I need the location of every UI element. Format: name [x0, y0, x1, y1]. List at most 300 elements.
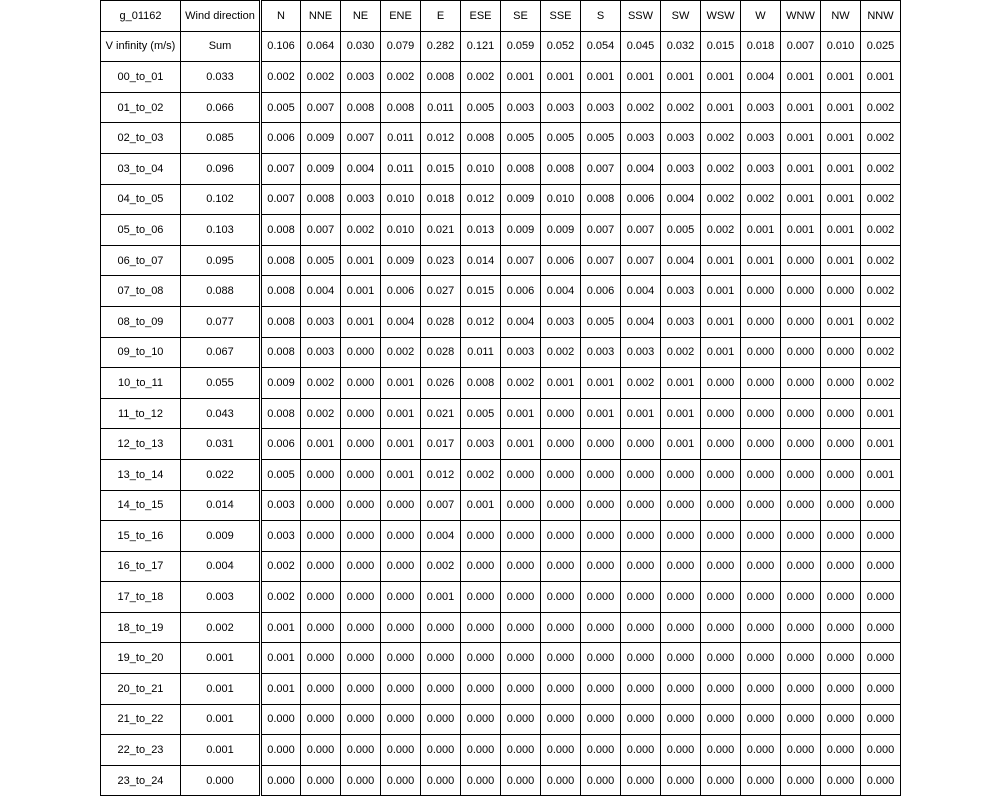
value-cell: 0.005	[461, 398, 501, 429]
value-cell: 0.000	[701, 674, 741, 705]
value-cell: 0.000	[741, 306, 781, 337]
value-cell: 0.003	[741, 123, 781, 154]
value-cell: 0.001	[861, 459, 901, 490]
value-cell: 0.000	[381, 521, 421, 552]
value-cell: 0.000	[741, 643, 781, 674]
value-cell: 0.002	[861, 92, 901, 123]
value-cell: 0.000	[381, 674, 421, 705]
row-label: 20_to_21	[101, 674, 181, 705]
value-cell: 0.000	[261, 765, 301, 796]
value-cell: 0.001	[501, 398, 541, 429]
value-cell: 0.005	[261, 459, 301, 490]
value-cell: 0.002	[861, 276, 901, 307]
value-cell: 0.004	[621, 306, 661, 337]
value-cell: 0.001	[701, 337, 741, 368]
value-cell: 0.000	[461, 612, 501, 643]
value-cell: 0.000	[741, 551, 781, 582]
row-sum: 0.009	[181, 521, 261, 552]
row-label: 14_to_15	[101, 490, 181, 521]
value-cell: 0.000	[701, 551, 741, 582]
row-label: 05_to_06	[101, 215, 181, 246]
value-cell: 0.008	[261, 215, 301, 246]
value-cell: 0.001	[861, 429, 901, 460]
value-cell: 0.021	[421, 215, 461, 246]
row-sum: 0.031	[181, 429, 261, 460]
value-cell: 0.000	[741, 490, 781, 521]
value-cell: 0.000	[701, 368, 741, 399]
value-cell: 0.008	[261, 337, 301, 368]
value-cell: 0.001	[341, 306, 381, 337]
value-cell: 0.013	[461, 215, 501, 246]
value-cell: 0.001	[861, 398, 901, 429]
value-cell: 0.000	[621, 551, 661, 582]
row-sum: 0.022	[181, 459, 261, 490]
value-cell: 0.000	[621, 582, 661, 613]
value-cell: 0.001	[741, 215, 781, 246]
value-cell: 0.000	[861, 704, 901, 735]
value-cell: 0.001	[581, 62, 621, 93]
value-cell: 0.002	[861, 306, 901, 337]
direction-header-cell: ESE	[461, 1, 501, 32]
value-cell: 0.010	[541, 184, 581, 215]
value-cell: 0.010	[461, 153, 501, 184]
value-cell: 0.007	[501, 245, 541, 276]
table-row	[101, 521, 901, 552]
value-cell: 0.008	[301, 184, 341, 215]
row-sum: 0.096	[181, 153, 261, 184]
direction-header-cell: S	[581, 1, 621, 32]
value-cell: 0.000	[501, 459, 541, 490]
value-cell: 0.001	[661, 429, 701, 460]
value-cell: 0.000	[341, 674, 381, 705]
value-cell: 0.002	[501, 368, 541, 399]
sum-row-sum-label: Sum	[181, 31, 261, 62]
value-cell: 0.000	[701, 490, 741, 521]
value-cell: 0.000	[501, 612, 541, 643]
value-cell: 0.000	[821, 521, 861, 552]
value-cell: 0.001	[421, 582, 461, 613]
direction-header-cell: E	[421, 1, 461, 32]
value-cell: 0.000	[461, 674, 501, 705]
value-cell: 0.000	[421, 674, 461, 705]
value-cell: 0.000	[461, 735, 501, 766]
row-sum: 0.067	[181, 337, 261, 368]
value-cell: 0.003	[581, 92, 621, 123]
value-cell: 0.007	[261, 153, 301, 184]
value-cell: 0.000	[541, 398, 581, 429]
value-cell: 0.000	[861, 521, 901, 552]
value-cell: 0.000	[661, 551, 701, 582]
value-cell: 0.002	[701, 153, 741, 184]
value-cell: 0.000	[581, 551, 621, 582]
value-cell: 0.000	[701, 612, 741, 643]
value-cell: 0.002	[301, 368, 341, 399]
value-cell: 0.004	[741, 62, 781, 93]
value-cell: 0.000	[341, 582, 381, 613]
table-row	[101, 245, 901, 276]
value-cell: 0.000	[861, 735, 901, 766]
value-cell: 0.000	[621, 429, 661, 460]
value-cell: 0.000	[861, 674, 901, 705]
value-cell: 0.002	[381, 337, 421, 368]
value-cell: 0.000	[661, 582, 701, 613]
value-cell: 0.000	[581, 459, 621, 490]
value-cell: 0.000	[781, 582, 821, 613]
table-row	[101, 490, 901, 521]
value-cell: 0.003	[301, 337, 341, 368]
value-cell: 0.000	[701, 582, 741, 613]
row-label: 02_to_03	[101, 123, 181, 154]
value-cell: 0.002	[621, 368, 661, 399]
value-cell: 0.001	[261, 612, 301, 643]
value-cell: 0.002	[861, 153, 901, 184]
value-cell: 0.009	[301, 123, 341, 154]
value-cell: 0.000	[381, 582, 421, 613]
value-cell: 0.010	[381, 184, 421, 215]
value-cell: 0.001	[501, 429, 541, 460]
value-cell: 0.007	[581, 153, 621, 184]
value-cell: 0.007	[421, 490, 461, 521]
value-cell: 0.005	[261, 92, 301, 123]
value-cell: 0.000	[741, 459, 781, 490]
value-cell: 0.002	[701, 184, 741, 215]
value-cell: 0.001	[461, 490, 501, 521]
value-cell: 0.001	[821, 245, 861, 276]
value-cell: 0.000	[741, 337, 781, 368]
value-cell: 0.000	[581, 490, 621, 521]
value-cell: 0.002	[461, 459, 501, 490]
value-cell: 0.001	[821, 92, 861, 123]
row-label: 16_to_17	[101, 551, 181, 582]
value-cell: 0.000	[821, 704, 861, 735]
value-cell: 0.008	[261, 245, 301, 276]
value-cell: 0.007	[301, 215, 341, 246]
value-cell: 0.001	[821, 153, 861, 184]
value-cell: 0.000	[541, 765, 581, 796]
value-cell: 0.000	[501, 551, 541, 582]
value-cell: 0.003	[501, 92, 541, 123]
value-cell: 0.000	[821, 368, 861, 399]
value-cell: 0.017	[421, 429, 461, 460]
value-cell: 0.001	[501, 62, 541, 93]
value-cell: 0.000	[661, 735, 701, 766]
value-cell: 0.008	[261, 398, 301, 429]
value-cell: 0.003	[741, 153, 781, 184]
value-cell: 0.003	[661, 276, 701, 307]
table-row	[101, 184, 901, 215]
row-sum: 0.003	[181, 582, 261, 613]
value-cell: 0.002	[541, 337, 581, 368]
direction-sum-cell: 0.282	[421, 31, 461, 62]
value-cell: 0.009	[541, 215, 581, 246]
value-cell: 0.007	[621, 245, 661, 276]
value-cell: 0.000	[341, 612, 381, 643]
direction-sum-cell: 0.054	[581, 31, 621, 62]
value-cell: 0.000	[621, 735, 661, 766]
value-cell: 0.004	[381, 306, 421, 337]
value-cell: 0.005	[461, 92, 501, 123]
value-cell: 0.001	[821, 184, 861, 215]
table-row	[101, 643, 901, 674]
row-label: 03_to_04	[101, 153, 181, 184]
value-cell: 0.001	[381, 368, 421, 399]
direction-sum-cell: 0.015	[701, 31, 741, 62]
value-cell: 0.011	[421, 92, 461, 123]
value-cell: 0.000	[621, 459, 661, 490]
value-cell: 0.000	[381, 704, 421, 735]
value-cell: 0.000	[541, 704, 581, 735]
table-row	[101, 123, 901, 154]
value-cell: 0.000	[581, 612, 621, 643]
value-cell: 0.000	[461, 582, 501, 613]
value-cell: 0.000	[701, 398, 741, 429]
sum-row	[101, 31, 901, 62]
value-cell: 0.008	[261, 306, 301, 337]
value-cell: 0.000	[581, 643, 621, 674]
value-cell: 0.001	[781, 92, 821, 123]
direction-sum-cell: 0.018	[741, 31, 781, 62]
value-cell: 0.002	[301, 62, 341, 93]
value-cell: 0.003	[341, 184, 381, 215]
value-cell: 0.003	[621, 123, 661, 154]
value-cell: 0.012	[461, 184, 501, 215]
row-sum: 0.001	[181, 704, 261, 735]
direction-sum-cell: 0.052	[541, 31, 581, 62]
value-cell: 0.000	[741, 582, 781, 613]
value-cell: 0.000	[501, 643, 541, 674]
value-cell: 0.015	[421, 153, 461, 184]
value-cell: 0.012	[421, 123, 461, 154]
value-cell: 0.003	[661, 153, 701, 184]
row-sum: 0.102	[181, 184, 261, 215]
value-cell: 0.008	[261, 276, 301, 307]
value-cell: 0.000	[821, 276, 861, 307]
value-cell: 0.001	[301, 429, 341, 460]
value-cell: 0.000	[301, 643, 341, 674]
value-cell: 0.000	[701, 459, 741, 490]
direction-header-cell: W	[741, 1, 781, 32]
value-cell: 0.000	[461, 551, 501, 582]
row-label: 17_to_18	[101, 582, 181, 613]
value-cell: 0.004	[661, 184, 701, 215]
table-row	[101, 459, 901, 490]
value-cell: 0.000	[421, 612, 461, 643]
direction-header-cell: SW	[661, 1, 701, 32]
value-cell: 0.001	[701, 245, 741, 276]
value-cell: 0.000	[821, 582, 861, 613]
value-cell: 0.000	[301, 521, 341, 552]
value-cell: 0.001	[661, 62, 701, 93]
row-sum: 0.033	[181, 62, 261, 93]
value-cell: 0.000	[741, 612, 781, 643]
value-cell: 0.000	[701, 704, 741, 735]
value-cell: 0.000	[301, 612, 341, 643]
value-cell: 0.001	[781, 184, 821, 215]
value-cell: 0.000	[861, 765, 901, 796]
value-cell: 0.000	[341, 643, 381, 674]
value-cell: 0.000	[701, 735, 741, 766]
value-cell: 0.000	[621, 765, 661, 796]
value-cell: 0.000	[301, 459, 341, 490]
value-cell: 0.002	[661, 92, 701, 123]
value-cell: 0.000	[341, 735, 381, 766]
value-cell: 0.000	[741, 368, 781, 399]
value-cell: 0.000	[301, 704, 341, 735]
row-label: 06_to_07	[101, 245, 181, 276]
value-cell: 0.000	[381, 612, 421, 643]
row-sum: 0.055	[181, 368, 261, 399]
value-cell: 0.001	[741, 245, 781, 276]
value-cell: 0.000	[541, 735, 581, 766]
value-cell: 0.000	[301, 735, 341, 766]
value-cell: 0.000	[501, 735, 541, 766]
row-sum: 0.095	[181, 245, 261, 276]
value-cell: 0.000	[821, 337, 861, 368]
value-cell: 0.001	[341, 245, 381, 276]
direction-header-cell: NNW	[861, 1, 901, 32]
row-label: 00_to_01	[101, 62, 181, 93]
value-cell: 0.003	[461, 429, 501, 460]
value-cell: 0.000	[461, 521, 501, 552]
value-cell: 0.001	[341, 276, 381, 307]
value-cell: 0.000	[341, 398, 381, 429]
value-cell: 0.008	[541, 153, 581, 184]
value-cell: 0.000	[581, 521, 621, 552]
value-cell: 0.002	[341, 215, 381, 246]
value-cell: 0.000	[261, 735, 301, 766]
value-cell: 0.000	[781, 245, 821, 276]
value-cell: 0.000	[581, 429, 621, 460]
table-row	[101, 337, 901, 368]
value-cell: 0.000	[581, 735, 621, 766]
value-cell: 0.003	[261, 521, 301, 552]
value-cell: 0.000	[701, 429, 741, 460]
value-cell: 0.001	[661, 398, 701, 429]
value-cell: 0.009	[301, 153, 341, 184]
direction-header-cell: N	[261, 1, 301, 32]
value-cell: 0.008	[461, 123, 501, 154]
value-cell: 0.000	[781, 459, 821, 490]
table-body	[101, 1, 901, 796]
table-row	[101, 674, 901, 705]
value-cell: 0.001	[621, 62, 661, 93]
table-row	[101, 765, 901, 796]
direction-header-cell: ENE	[381, 1, 421, 32]
value-cell: 0.000	[781, 368, 821, 399]
value-cell: 0.011	[381, 153, 421, 184]
value-cell: 0.000	[341, 368, 381, 399]
value-cell: 0.000	[421, 643, 461, 674]
value-cell: 0.001	[781, 153, 821, 184]
value-cell: 0.015	[461, 276, 501, 307]
value-cell: 0.004	[621, 276, 661, 307]
value-cell: 0.003	[341, 62, 381, 93]
value-cell: 0.002	[861, 215, 901, 246]
value-cell: 0.005	[661, 215, 701, 246]
value-cell: 0.000	[781, 276, 821, 307]
value-cell: 0.000	[741, 674, 781, 705]
value-cell: 0.028	[421, 306, 461, 337]
value-cell: 0.000	[621, 612, 661, 643]
value-cell: 0.000	[461, 765, 501, 796]
direction-sum-cell: 0.045	[621, 31, 661, 62]
direction-header-cell: WNW	[781, 1, 821, 32]
row-sum: 0.085	[181, 123, 261, 154]
value-cell: 0.000	[661, 674, 701, 705]
value-cell: 0.000	[661, 490, 701, 521]
value-cell: 0.000	[501, 521, 541, 552]
table-row	[101, 276, 901, 307]
value-cell: 0.000	[341, 337, 381, 368]
value-cell: 0.000	[621, 521, 661, 552]
value-cell: 0.000	[541, 643, 581, 674]
value-cell: 0.000	[781, 337, 821, 368]
row-sum: 0.004	[181, 551, 261, 582]
row-label: 13_to_14	[101, 459, 181, 490]
row-sum: 0.077	[181, 306, 261, 337]
value-cell: 0.000	[621, 490, 661, 521]
value-cell: 0.004	[301, 276, 341, 307]
value-cell: 0.000	[741, 704, 781, 735]
value-cell: 0.000	[781, 643, 821, 674]
value-cell: 0.000	[381, 643, 421, 674]
value-cell: 0.000	[741, 521, 781, 552]
value-cell: 0.003	[301, 306, 341, 337]
value-cell: 0.005	[581, 123, 621, 154]
value-cell: 0.001	[821, 62, 861, 93]
row-sum: 0.002	[181, 612, 261, 643]
value-cell: 0.001	[541, 368, 581, 399]
value-cell: 0.001	[261, 643, 301, 674]
value-cell: 0.000	[861, 582, 901, 613]
value-cell: 0.002	[301, 398, 341, 429]
value-cell: 0.000	[541, 582, 581, 613]
value-cell: 0.011	[461, 337, 501, 368]
value-cell: 0.000	[421, 704, 461, 735]
value-cell: 0.000	[861, 551, 901, 582]
value-cell: 0.003	[581, 337, 621, 368]
wind-frequency-table	[100, 0, 901, 796]
direction-header-cell: SSW	[621, 1, 661, 32]
value-cell: 0.001	[821, 215, 861, 246]
value-cell: 0.004	[421, 521, 461, 552]
value-cell: 0.000	[781, 398, 821, 429]
value-cell: 0.000	[781, 674, 821, 705]
value-cell: 0.008	[421, 62, 461, 93]
value-cell: 0.000	[541, 551, 581, 582]
value-cell: 0.001	[381, 429, 421, 460]
value-cell: 0.000	[821, 490, 861, 521]
direction-sum-cell: 0.030	[341, 31, 381, 62]
table-row	[101, 62, 901, 93]
value-cell: 0.000	[741, 429, 781, 460]
value-cell: 0.000	[341, 429, 381, 460]
value-cell: 0.000	[541, 521, 581, 552]
direction-sum-cell: 0.106	[261, 31, 301, 62]
value-cell: 0.001	[581, 398, 621, 429]
value-cell: 0.001	[261, 674, 301, 705]
value-cell: 0.000	[781, 490, 821, 521]
value-cell: 0.012	[461, 306, 501, 337]
value-cell: 0.000	[741, 765, 781, 796]
row-sum: 0.000	[181, 765, 261, 796]
row-label: 22_to_23	[101, 735, 181, 766]
value-cell: 0.002	[661, 337, 701, 368]
value-cell: 0.000	[541, 612, 581, 643]
value-cell: 0.000	[741, 276, 781, 307]
wind-direction-header: Wind direction	[181, 1, 261, 32]
direction-header-cell: WSW	[701, 1, 741, 32]
